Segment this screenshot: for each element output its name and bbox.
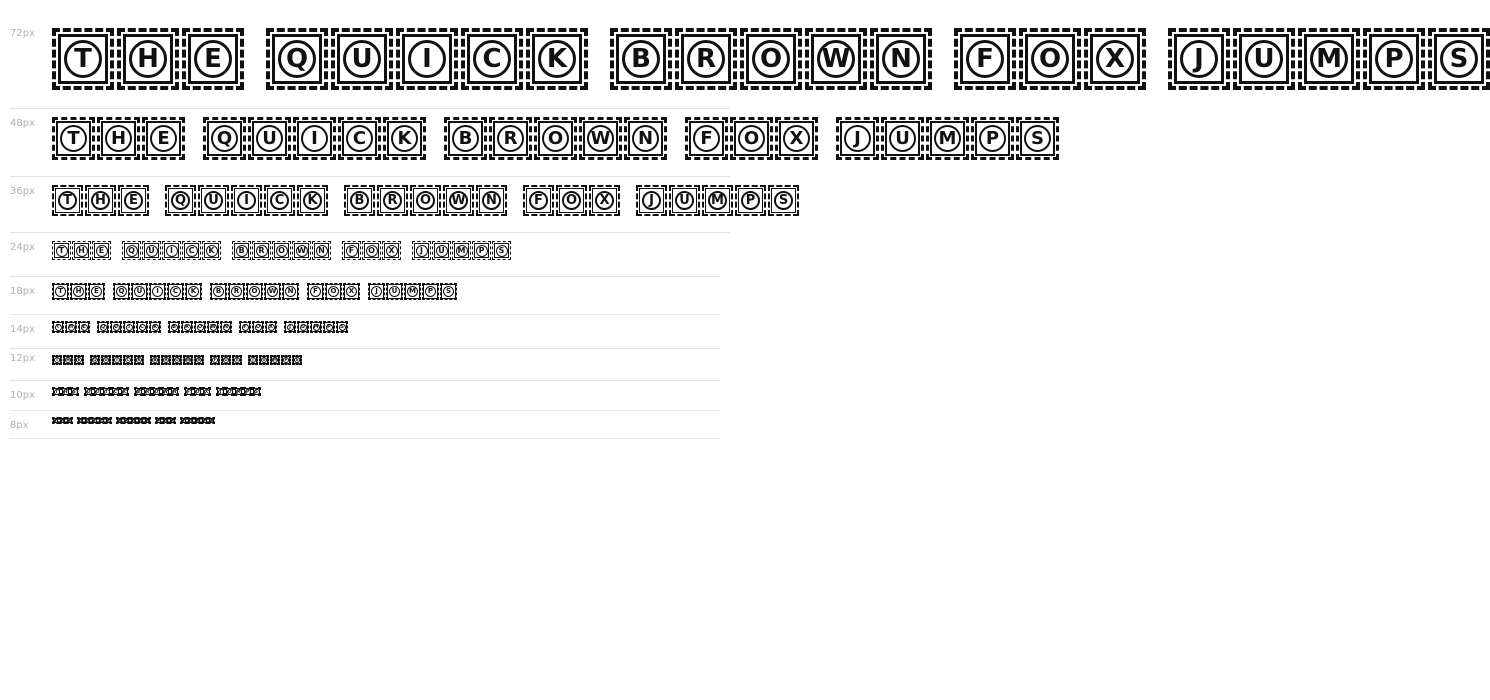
sample-word: [134, 387, 179, 396]
letter-tile: R: [252, 241, 271, 260]
letter-tile: K: [149, 321, 161, 333]
letter-tile: C: [461, 28, 523, 90]
letter-tile: F: [239, 321, 251, 333]
letter-tile: X: [232, 355, 242, 365]
letter-tile: M: [270, 355, 280, 365]
letter-tile: O: [740, 28, 802, 90]
letter-tile: P: [422, 283, 439, 300]
letter-tile: X: [589, 185, 620, 216]
letter-tile: S: [768, 185, 799, 216]
letter-tile: R: [161, 355, 171, 365]
sample-word: [52, 283, 105, 300]
letter-tile: H: [70, 283, 87, 300]
letter-tile: C: [182, 241, 201, 260]
letter-tile: B: [444, 117, 487, 160]
letter-tile: K: [202, 241, 221, 260]
letter-tile: I: [162, 241, 181, 260]
letter-tile: C: [98, 417, 105, 424]
letter-tile: I: [91, 417, 98, 424]
letter-tile: M: [195, 417, 200, 423]
letter-tile: K: [120, 387, 129, 396]
letter-tile: S: [292, 355, 302, 365]
letter-tile: X: [170, 417, 175, 423]
letter-tile: U: [93, 387, 102, 396]
letter-tile: O: [193, 387, 202, 396]
letter-tile: H: [117, 28, 179, 90]
sample-text: [52, 283, 457, 300]
letter-tile: X: [343, 283, 360, 300]
letter-tile: Q: [165, 185, 196, 216]
sample-word: [954, 28, 1146, 90]
sample-word: [1168, 28, 1490, 90]
letter-tile: I: [149, 283, 166, 300]
letter-tile: H: [85, 185, 116, 216]
letter-tile: I: [293, 117, 336, 160]
letter-tile: M: [310, 321, 322, 333]
letter-tile: T: [52, 417, 59, 424]
letter-tile: P: [323, 321, 335, 333]
letter-tile: O: [252, 321, 264, 333]
letter-tile: K: [134, 355, 144, 365]
size-label: 10px: [10, 390, 35, 401]
preview-row-12px: [10, 348, 720, 381]
letter-tile: F: [342, 241, 361, 260]
sample-word: [203, 117, 426, 160]
letter-tile: O: [152, 387, 161, 396]
preview-row-10px: [10, 380, 720, 411]
letter-tile: O: [163, 417, 168, 423]
letter-tile: U: [432, 241, 451, 260]
letter-tile: R: [228, 283, 245, 300]
letter-tile: W: [138, 417, 143, 423]
letter-tile: N: [194, 355, 204, 365]
sample-word: [150, 355, 204, 365]
letter-tile: C: [167, 283, 184, 300]
letter-tile: J: [248, 355, 258, 365]
letter-tile: O: [730, 117, 773, 160]
letter-tile: N: [170, 387, 179, 396]
letter-tile: J: [1168, 28, 1230, 90]
letter-tile: J: [180, 417, 187, 424]
letter-tile: M: [1298, 28, 1360, 90]
letter-tile: J: [412, 241, 431, 260]
letter-tile: U: [259, 355, 269, 365]
letter-tile: M: [234, 387, 243, 396]
sample-word: [84, 387, 129, 396]
letter-tile: K: [526, 28, 588, 90]
letter-tile: Q: [97, 321, 109, 333]
letter-tile: F: [184, 387, 193, 396]
letter-tile: Q: [203, 117, 246, 160]
preview-row-48px: [10, 108, 1044, 177]
letter-tile: O: [221, 355, 231, 365]
letter-tile: R: [377, 185, 408, 216]
letter-tile: F: [523, 185, 554, 216]
sample-word: [184, 387, 211, 396]
letter-tile: J: [836, 117, 879, 160]
sample-word: [116, 417, 151, 424]
letter-tile: X: [202, 387, 211, 396]
letter-tile: O: [246, 283, 263, 300]
letter-tile: X: [1084, 28, 1146, 90]
letter-tile: R: [489, 117, 532, 160]
letter-tile: S: [1428, 28, 1490, 90]
letter-tile: U: [188, 417, 193, 423]
letter-tile: H: [63, 355, 73, 365]
letter-tile: W: [443, 185, 474, 216]
sample-word: [52, 321, 90, 333]
letter-tile: P: [971, 117, 1014, 160]
sample-word: [210, 355, 242, 365]
sample-text: [52, 417, 215, 424]
letter-tile: H: [65, 321, 77, 333]
letter-tile: U: [131, 283, 148, 300]
letter-tile: T: [52, 28, 114, 90]
sample-word: [52, 185, 149, 216]
letter-tile: U: [142, 241, 161, 260]
letter-tile: P: [243, 387, 252, 396]
letter-tile: U: [669, 185, 700, 216]
letter-tile: E: [78, 321, 90, 333]
letter-tile: S: [1016, 117, 1059, 160]
letter-tile: E: [142, 117, 185, 160]
letter-tile: O: [556, 185, 587, 216]
sample-word: [284, 321, 348, 333]
letter-tile: B: [150, 355, 160, 365]
letter-tile: B: [117, 417, 122, 423]
sample-word: [836, 117, 1059, 160]
letter-tile: E: [74, 355, 84, 365]
size-label: 72px: [10, 28, 35, 39]
letter-tile: H: [60, 417, 65, 423]
letter-tile: F: [307, 283, 324, 300]
sample-word: [97, 321, 161, 333]
letter-tile: N: [312, 241, 331, 260]
letter-tile: B: [232, 241, 251, 260]
letter-tile: U: [1233, 28, 1295, 90]
sample-word: [412, 241, 511, 260]
letter-tile: I: [112, 355, 122, 365]
sample-word: [523, 185, 620, 216]
letter-tile: K: [297, 185, 328, 216]
sample-word: [113, 283, 202, 300]
letter-tile: I: [102, 387, 111, 396]
letter-tile: P: [1363, 28, 1425, 90]
letter-tile: E: [66, 417, 73, 424]
sample-word: [168, 321, 232, 333]
sample-word: [368, 283, 457, 300]
letter-tile: F: [155, 417, 162, 424]
sample-word: [636, 185, 799, 216]
letter-tile: B: [134, 387, 143, 396]
letter-tile: M: [404, 283, 421, 300]
letter-tile: U: [386, 283, 403, 300]
letter-tile: Q: [90, 355, 100, 365]
letter-tile: R: [181, 321, 193, 333]
size-label: 48px: [10, 118, 35, 129]
sample-word: [52, 241, 111, 260]
letter-tile: S: [440, 283, 457, 300]
letter-tile: U: [331, 28, 393, 90]
letter-tile: R: [143, 387, 152, 396]
sample-word: [344, 185, 507, 216]
letter-tile: W: [579, 117, 622, 160]
letter-tile: R: [124, 417, 129, 423]
letter-tile: T: [52, 321, 64, 333]
letter-tile: K: [185, 283, 202, 300]
letter-tile: N: [145, 417, 150, 423]
letter-tile: W: [161, 387, 170, 396]
letter-tile: W: [805, 28, 867, 90]
size-label: 24px: [10, 242, 35, 253]
letter-tile: U: [101, 355, 111, 365]
sample-word: [307, 283, 360, 300]
sample-word: [155, 417, 176, 424]
letter-tile: T: [52, 241, 71, 260]
sample-word: [90, 355, 144, 365]
letter-tile: N: [282, 283, 299, 300]
sample-word: [122, 241, 221, 260]
sample-word: [210, 283, 299, 300]
letter-tile: W: [264, 283, 281, 300]
letter-tile: Q: [84, 387, 93, 396]
sample-word: [180, 417, 215, 424]
letter-tile: B: [168, 321, 180, 333]
letter-tile: W: [292, 241, 311, 260]
letter-tile: O: [410, 185, 441, 216]
letter-tile: P: [281, 355, 291, 365]
sample-word: [165, 185, 328, 216]
letter-tile: N: [870, 28, 932, 90]
letter-tile: F: [685, 117, 728, 160]
sample-text: [52, 28, 1490, 90]
letter-tile: S: [492, 241, 511, 260]
letter-tile: U: [881, 117, 924, 160]
sample-text: [52, 241, 511, 260]
letter-tile: I: [123, 321, 135, 333]
letter-tile: J: [284, 321, 296, 333]
letter-tile: U: [110, 321, 122, 333]
sample-word: [52, 117, 185, 160]
preview-row-8px: [10, 410, 720, 439]
letter-tile: S: [208, 417, 215, 424]
letter-tile: J: [636, 185, 667, 216]
letter-tile: O: [1019, 28, 1081, 90]
preview-row-24px: [10, 232, 720, 277]
letter-tile: Q: [78, 417, 83, 423]
letter-tile: T: [52, 355, 62, 365]
preview-row-36px: [10, 176, 789, 233]
sample-word: [52, 387, 79, 396]
letter-tile: E: [92, 241, 111, 260]
letter-tile: H: [61, 387, 70, 396]
letter-tile: U: [297, 321, 309, 333]
letter-tile: T: [52, 117, 95, 160]
letter-tile: X: [265, 321, 277, 333]
letter-tile: U: [248, 117, 291, 160]
letter-tile: O: [272, 241, 291, 260]
sample-text: [52, 387, 261, 396]
letter-tile: I: [231, 185, 262, 216]
letter-tile: B: [344, 185, 375, 216]
letter-tile: C: [264, 185, 295, 216]
letter-tile: W: [207, 321, 219, 333]
sample-word: [239, 321, 277, 333]
letter-tile: O: [131, 417, 136, 423]
letter-tile: T: [52, 283, 69, 300]
letter-tile: J: [216, 387, 225, 396]
letter-tile: N: [220, 321, 232, 333]
letter-tile: P: [472, 241, 491, 260]
letter-tile: M: [452, 241, 471, 260]
sample-word: [342, 241, 401, 260]
letter-tile: E: [118, 185, 149, 216]
letter-tile: X: [775, 117, 818, 160]
letter-tile: B: [610, 28, 672, 90]
preview-row-72px: [10, 18, 1469, 109]
letter-tile: O: [172, 355, 182, 365]
letter-tile: E: [88, 283, 105, 300]
letter-tile: F: [954, 28, 1016, 90]
sample-word: [232, 241, 331, 260]
letter-tile: J: [368, 283, 385, 300]
letter-tile: C: [338, 117, 381, 160]
size-label: 8px: [10, 420, 29, 431]
letter-tile: E: [70, 387, 79, 396]
letter-tile: T: [52, 387, 61, 396]
letter-tile: K: [106, 417, 111, 423]
letter-tile: H: [97, 117, 140, 160]
letter-tile: Q: [122, 241, 141, 260]
letter-tile: P: [201, 417, 208, 424]
preview-row-14px: [10, 314, 720, 349]
letter-tile: M: [926, 117, 969, 160]
letter-tile: E: [182, 28, 244, 90]
letter-tile: O: [194, 321, 206, 333]
letter-tile: O: [325, 283, 342, 300]
size-label: 36px: [10, 186, 35, 197]
sample-word: [444, 117, 667, 160]
sample-text: [52, 355, 302, 365]
sample-word: [52, 28, 244, 90]
sample-word: [52, 417, 73, 424]
letter-tile: S: [336, 321, 348, 333]
letter-tile: I: [396, 28, 458, 90]
sample-word: [216, 387, 261, 396]
letter-tile: S: [252, 387, 261, 396]
sample-word: [610, 28, 932, 90]
sample-word: [52, 355, 84, 365]
sample-text: [52, 117, 1059, 160]
letter-tile: R: [675, 28, 737, 90]
letter-tile: W: [183, 355, 193, 365]
letter-tile: Q: [266, 28, 328, 90]
sample-word: [77, 417, 112, 424]
letter-tile: F: [210, 355, 220, 365]
letter-tile: Q: [113, 283, 130, 300]
letter-tile: H: [72, 241, 91, 260]
letter-tile: C: [123, 355, 133, 365]
letter-tile: U: [198, 185, 229, 216]
sample-text: [52, 185, 799, 216]
size-label: 18px: [10, 286, 35, 297]
letter-tile: C: [136, 321, 148, 333]
size-label: 14px: [10, 324, 35, 335]
letter-tile: M: [702, 185, 733, 216]
preview-row-18px: [10, 276, 720, 315]
letter-tile: N: [624, 117, 667, 160]
letter-tile: T: [52, 185, 83, 216]
letter-tile: O: [362, 241, 381, 260]
letter-tile: X: [382, 241, 401, 260]
letter-tile: P: [735, 185, 766, 216]
letter-tile: U: [85, 417, 90, 423]
letter-tile: U: [225, 387, 234, 396]
sample-word: [248, 355, 302, 365]
sample-text: [52, 321, 348, 333]
sample-word: [266, 28, 588, 90]
size-label: 12px: [10, 353, 35, 364]
sample-word: [685, 117, 818, 160]
letter-tile: B: [210, 283, 227, 300]
letter-tile: O: [534, 117, 577, 160]
letter-tile: N: [476, 185, 507, 216]
letter-tile: K: [383, 117, 426, 160]
letter-tile: C: [111, 387, 120, 396]
